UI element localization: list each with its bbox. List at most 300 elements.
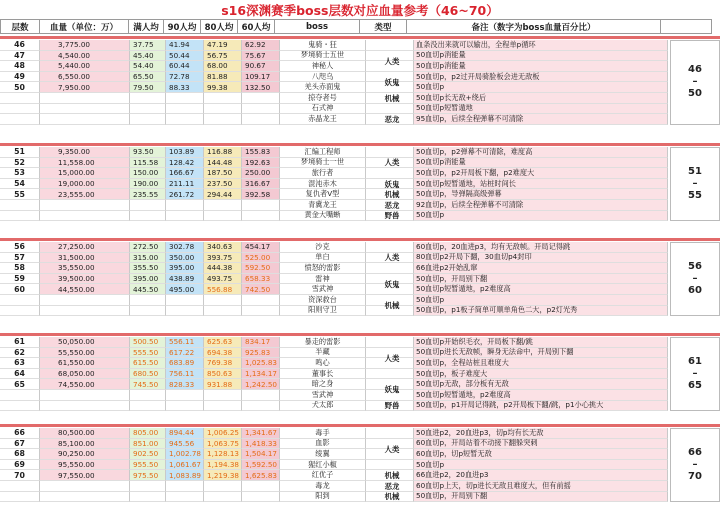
table-row [0,284,668,295]
table-row [0,93,668,104]
avg-cell [242,211,280,222]
header-hp: 血量（单位：万） [39,19,129,34]
level-cell: 52 [0,158,40,169]
level-range-cell [670,337,720,411]
avg-cell [204,401,242,412]
boss-type-label: 野兽 [384,211,400,221]
avg-cell: 37.75 [130,40,166,51]
avg-cell: 350.00 [166,253,204,264]
hp-cell: 68,050.00 [40,369,130,380]
level-cell [0,93,40,104]
hp-cell: 5,440.00 [40,61,130,72]
table-row [0,51,668,62]
avg-cell: 1,504.17 [242,449,280,460]
avg-cell: 445.50 [130,284,166,295]
hp-cell [40,93,130,104]
table-row [0,460,668,471]
boss-type-label: 人类 [384,253,400,263]
header-60: 60人均 [237,19,275,34]
avg-cell: 81.88 [204,72,242,83]
hp-cell [40,481,130,492]
avg-cell [204,306,242,317]
avg-cell [242,114,280,125]
avg-cell: 315.00 [130,253,166,264]
boss-name-cell: 鸣心 [280,358,366,369]
level-cell: 48 [0,61,40,72]
header-type: 类型 [359,19,407,34]
avg-cell: 805.00 [130,428,166,439]
hp-cell [40,114,130,125]
hp-cell [40,211,130,222]
avg-cell [166,401,204,412]
avg-cell: 683.89 [166,358,204,369]
avg-cell [166,114,204,125]
level-cell: 61 [0,337,40,348]
boss-name-cell: 神秘人 [280,61,366,72]
note-cell: 50血切p，p2过开局骑脸板会进无敌板 [414,72,668,83]
boss-name-cell: 雪武神 [280,284,366,295]
avg-cell: 272.50 [130,242,166,253]
level-cell: 50 [0,82,40,93]
avg-cell [204,211,242,222]
avg-cell: 756.11 [166,369,204,380]
level-cell [0,104,40,115]
note-cell: 50血切p，全程站桩且难度大 [414,358,668,369]
avg-cell [242,390,280,401]
note-cell: 50血切p消能量 [414,158,668,169]
avg-cell: 658.33 [242,274,280,285]
table-row [0,358,668,369]
note-cell: 50血切p短暂遁地，p2难度高 [414,390,668,401]
note-cell: 50血切p短暂遁地 [414,104,668,115]
avg-cell: 694.38 [204,348,242,359]
boss-type-label: 机械 [384,301,400,311]
avg-cell: 556.88 [204,284,242,295]
avg-cell [166,93,204,104]
avg-cell: 1,194.38 [204,460,242,471]
boss-name-cell: 暗之身 [280,379,366,390]
table-row [0,306,668,317]
note-cell: 50血切p，p1板子简单可顺单角色二大，p2灯光秀 [414,306,668,317]
avg-cell: 1,341.67 [242,428,280,439]
table-row [0,40,668,51]
boss-type-label: 人类 [384,444,400,454]
level-range-cell [670,242,720,316]
boss-type-label: 妖鬼 [384,77,400,87]
hp-cell [40,492,130,503]
avg-cell [242,200,280,211]
hp-cell [40,390,130,401]
note-cell: 50血切p进长无敌帧，瞬身无法命中，开局别下翻 [414,348,668,359]
avg-cell: 745.50 [130,379,166,390]
boss-name-cell: 沙克 [280,242,366,253]
avg-cell [166,211,204,222]
table-row [0,189,668,200]
hp-cell: 31,500.00 [40,253,130,264]
hp-cell [40,104,130,115]
level-range-text: 61 [688,356,702,368]
avg-cell: 62.92 [242,40,280,51]
level-cell: 47 [0,51,40,62]
table-row [0,179,668,190]
avg-cell: 166.67 [166,168,204,179]
group-divider [0,36,720,39]
boss-name-cell: 八咫乌 [280,72,366,83]
avg-cell: 828.33 [166,379,204,390]
table-row [0,492,668,503]
boss-type-label: 机械 [384,190,400,200]
boss-name-cell: 血影 [280,439,366,450]
hp-cell: 80,500.00 [40,428,130,439]
level-cell [0,306,40,317]
hp-cell [40,306,130,317]
level-range-text: 55 [688,190,702,202]
level-range-text: – [692,76,698,88]
hp-cell: 97,550.00 [40,470,130,481]
avg-cell [130,401,166,412]
avg-cell: 316.67 [242,179,280,190]
avg-cell [130,114,166,125]
table-row [0,369,668,380]
boss-name-cell: 猩红小椒 [280,460,366,471]
level-range-cell [670,147,720,221]
boss-name-cell: 董事长 [280,369,366,380]
avg-cell: 680.50 [130,369,166,380]
avg-cell: 128.42 [166,158,204,169]
avg-cell: 56.75 [204,51,242,62]
avg-cell: 109.17 [242,72,280,83]
note-cell: 50血切p无敌，部分板有无敌 [414,379,668,390]
level-cell: 60 [0,284,40,295]
avg-cell: 302.78 [166,242,204,253]
avg-cell: 444.38 [204,263,242,274]
avg-cell [130,104,166,115]
avg-cell: 50.44 [166,51,204,62]
boss-type-label: 机械 [384,471,400,481]
note-cell: 92血切p，后续全程弹幕不可清除 [414,200,668,211]
boss-name-cell: 阳到 [280,492,366,503]
header-boss: boss [274,19,360,34]
note-cell: 50血切p消能量 [414,51,668,62]
avg-cell [204,295,242,306]
avg-cell [130,306,166,317]
avg-cell: 555.50 [130,348,166,359]
level-cell [0,200,40,211]
avg-cell [130,295,166,306]
note-cell: 50血进p2，20血进p3，切p均有长无敌 [414,428,668,439]
boss-name-cell: 毒龙 [280,481,366,492]
avg-cell [204,104,242,115]
avg-cell [130,211,166,222]
hp-cell: 39,500.00 [40,274,130,285]
hp-cell: 9,350.00 [40,147,130,158]
note-cell: 95血切p，后续全程弹幕不可清除 [414,114,668,125]
level-range-text: – [692,368,698,380]
avg-cell: 925.83 [242,348,280,359]
level-cell [0,211,40,222]
table-row [0,253,668,264]
table-row [0,158,668,169]
boss-name-cell: 掠夺者号 [280,93,366,104]
avg-cell: 355.50 [130,263,166,274]
boss-name-cell: 混沌赤木 [280,179,366,190]
table-row [0,274,668,285]
avg-cell: 1,592.50 [242,460,280,471]
avg-cell: 54.40 [130,61,166,72]
avg-cell: 1,242.50 [242,379,280,390]
header-note: 备注（数字为boss血量百分比） [406,19,661,34]
avg-cell: 1,025.83 [242,358,280,369]
boss-name-cell: 梦境骑士一世 [280,158,366,169]
avg-cell: 1,006.25 [204,428,242,439]
boss-name-cell: 雪武神 [280,390,366,401]
note-cell: 60血切p，开局站着不动接下翻躲突刺 [414,439,668,450]
avg-cell: 438.89 [166,274,204,285]
avg-cell: 261.72 [166,189,204,200]
level-range-cell [670,428,720,502]
avg-cell [130,481,166,492]
avg-cell: 395.00 [130,274,166,285]
avg-cell: 88.33 [166,82,204,93]
avg-cell: 340.63 [204,242,242,253]
avg-cell: 79.50 [130,82,166,93]
level-cell: 55 [0,189,40,200]
note-cell: 50血切p [414,460,668,471]
avg-cell: 617.22 [166,348,204,359]
level-range-text: – [692,459,698,471]
avg-cell: 192.63 [242,158,280,169]
note-cell: 50血切p [414,295,668,306]
hp-cell: 95,550.00 [40,460,130,471]
avg-cell: 1,063.75 [204,439,242,450]
table-row [0,147,668,158]
note-cell: 50血切p [414,82,668,93]
hp-cell: 90,250.00 [40,449,130,460]
note-cell: 50血切p短暂遁地，站桩时间长 [414,179,668,190]
hp-cell: 15,000.00 [40,168,130,179]
avg-cell: 250.00 [242,168,280,179]
table-row [0,104,668,115]
note-cell: 50血切p，p1开局记得跳，p2开局板下翻/跳，p1小心挑大 [414,401,668,412]
avg-cell: 615.50 [130,358,166,369]
avg-cell: 190.00 [130,179,166,190]
boss-name-cell: 黄金大嘴蜥 [280,211,366,222]
hp-cell: 3,775.00 [40,40,130,51]
level-cell: 58 [0,263,40,274]
hp-cell [40,295,130,306]
avg-cell: 1,418.33 [242,439,280,450]
avg-cell [242,401,280,412]
hp-cell: 6,550.00 [40,72,130,83]
avg-cell: 392.58 [242,189,280,200]
level-range-text: 46 [688,64,702,76]
table-row [0,200,668,211]
level-cell: 67 [0,439,40,450]
avg-cell: 393.75 [204,253,242,264]
boss-type-label: 人类 [384,158,400,168]
avg-cell [166,295,204,306]
level-cell: 62 [0,348,40,359]
table-row [0,114,668,125]
level-cell: 51 [0,147,40,158]
avg-cell: 592.50 [242,263,280,274]
level-range-text: 50 [688,88,702,100]
avg-cell [204,93,242,104]
avg-cell: 99.38 [204,82,242,93]
table-row [0,168,668,179]
avg-cell: 493.75 [204,274,242,285]
hp-cell: 4,540.00 [40,51,130,62]
avg-cell: 132.50 [242,82,280,93]
note-cell: 60血切p，切p短暂无敌 [414,449,668,460]
hp-cell: 50,050.00 [40,337,130,348]
avg-cell: 931.88 [204,379,242,390]
boss-name-cell: 毒手 [280,428,366,439]
note-cell: 66血进p2，20血进p3 [414,470,668,481]
avg-cell: 150.00 [130,168,166,179]
header-90: 90人均 [163,19,201,34]
level-range-cell [670,40,720,125]
level-cell: 66 [0,428,40,439]
boss-name-cell: 雷神 [280,274,366,285]
avg-cell: 294.44 [204,189,242,200]
avg-cell [130,492,166,503]
avg-cell: 103.89 [166,147,204,158]
boss-name-cell: 石式神 [280,104,366,115]
level-cell: 65 [0,379,40,390]
avg-cell: 834.17 [242,337,280,348]
hp-cell: 35,550.00 [40,263,130,274]
page-title: s16深渊赛季boss层数对应血量参考（46~70） [221,3,499,18]
avg-cell [242,492,280,503]
avg-cell: 41.94 [166,40,204,51]
level-cell: 46 [0,40,40,51]
hp-cell: 55,550.00 [40,348,130,359]
note-cell: 50血切p，开局别下翻 [414,492,668,503]
group-divider [0,333,720,336]
avg-cell [242,481,280,492]
table-row [0,449,668,460]
avg-cell: 155.83 [242,147,280,158]
table-row [0,348,668,359]
header-level: 层数 [0,19,40,34]
avg-cell: 945.56 [166,439,204,450]
avg-cell [166,390,204,401]
avg-cell: 1,128.13 [204,449,242,460]
level-cell: 70 [0,470,40,481]
hp-cell: 61,550.00 [40,358,130,369]
boss-name-cell: 梦境骑士五世 [280,51,366,62]
level-range-text: – [692,273,698,285]
boss-type-label: 机械 [384,492,400,502]
note-cell: 50血切p [414,211,668,222]
level-cell: 59 [0,274,40,285]
avg-cell [130,93,166,104]
avg-cell [204,390,242,401]
avg-cell: 211.11 [166,179,204,190]
avg-cell: 1,061.67 [166,460,204,471]
level-range-text: 51 [688,166,702,178]
type-cell [366,104,414,115]
note-cell: 80血切p2开局下翻，30血切p4封印 [414,253,668,264]
avg-cell: 525.00 [242,253,280,264]
avg-cell: 93.50 [130,147,166,158]
avg-cell [130,200,166,211]
level-cell [0,114,40,125]
table-row [0,295,668,306]
boss-type-label: 人类 [384,56,400,66]
avg-cell: 742.50 [242,284,280,295]
avg-cell: 72.78 [166,72,204,83]
boss-type-label: 妖鬼 [384,279,400,289]
avg-cell: 115.58 [130,158,166,169]
boss-name-cell: 愤怒的雷影 [280,263,366,274]
avg-cell: 625.63 [204,337,242,348]
hp-cell: 23,555.00 [40,189,130,200]
note-cell: 50血切p长无敌+绕后 [414,93,668,104]
level-cell: 69 [0,460,40,471]
avg-cell: 116.88 [204,147,242,158]
avg-cell: 235.55 [130,189,166,200]
note-cell: 50血切p，导弹隔高级弹幕 [414,189,668,200]
avg-cell: 495.00 [166,284,204,295]
avg-cell: 1,083.89 [166,470,204,481]
table-row [0,439,668,450]
avg-cell: 500.50 [130,337,166,348]
boss-type-label: 妖鬼 [384,385,400,395]
hp-cell: 85,100.00 [40,439,130,450]
boss-name-cell: 阳则守卫 [280,306,366,317]
level-cell [0,401,40,412]
hp-cell: 7,950.00 [40,82,130,93]
hp-cell [40,401,130,412]
avg-cell: 975.50 [130,470,166,481]
boss-name-cell: 赤晶龙王 [280,114,366,125]
level-cell [0,295,40,306]
avg-cell: 851.00 [130,439,166,450]
header-80: 80人均 [200,19,238,34]
boss-name-cell: 红优子 [280,470,366,481]
hp-cell: 74,550.00 [40,379,130,390]
note-cell: 50血切p短暂遁地，p2难度高 [414,284,668,295]
level-cell: 68 [0,449,40,460]
level-cell: 63 [0,358,40,369]
avg-cell: 902.50 [130,449,166,460]
avg-cell: 955.50 [130,460,166,471]
avg-cell [166,481,204,492]
boss-name-cell: 羌头赤面鬼 [280,82,366,93]
boss-type-label: 恶龙 [384,114,400,124]
level-range-text: 56 [688,261,702,273]
hp-cell: 44,550.00 [40,284,130,295]
hp-cell: 19,000.00 [40,179,130,190]
avg-cell: 187.50 [204,168,242,179]
level-range-text: 70 [688,471,702,483]
boss-name-cell: 青冀龙王 [280,200,366,211]
boss-name-cell: 鬼骑・狂 [280,40,366,51]
level-range-text: – [692,178,698,190]
avg-cell [204,481,242,492]
level-cell [0,492,40,503]
level-cell: 53 [0,168,40,179]
boss-type-label: 恶龙 [384,481,400,491]
avg-cell [242,306,280,317]
note-cell: 50血切p，p2弹幕不可清除，难度高 [414,147,668,158]
note-cell: 血条没出来就可以输出，全程单p循环 [414,40,668,51]
note-cell: 50血切p消能量 [414,61,668,72]
avg-cell [166,104,204,115]
note-cell: 50血切p，板子难度大 [414,369,668,380]
